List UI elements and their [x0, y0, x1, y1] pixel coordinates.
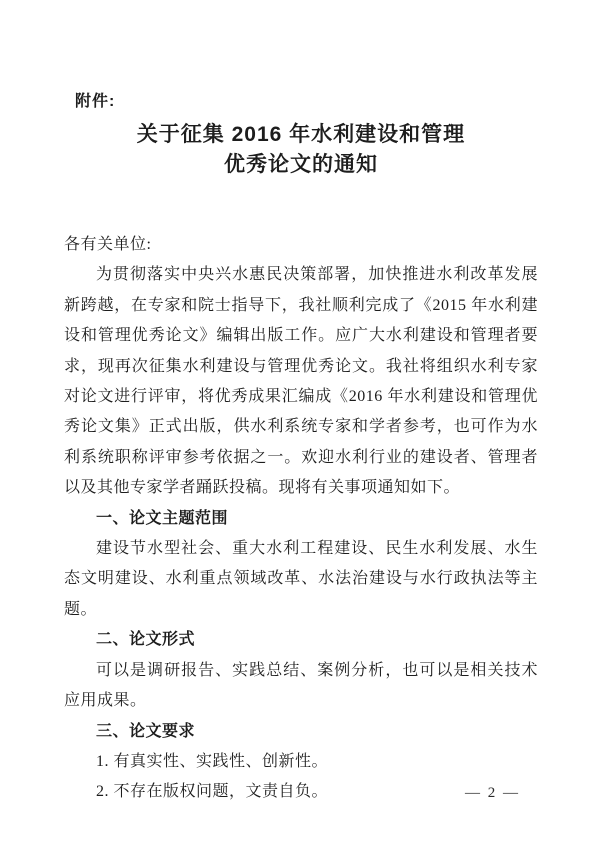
- page-title-line-1: 关于征集 2016 年水利建设和管理: [136, 123, 466, 146]
- salutation: 各有关单位:: [64, 236, 152, 253]
- page-title: [64, 120, 538, 180]
- section-3-item-1: 1. 有真实性、实践性、创新性。: [96, 752, 329, 770]
- page-number: — 2 —: [465, 785, 520, 801]
- section-1-paragraph: 建设节水型社会、重大水利工程建设、民生水利发展、水生态文明建设、水利重点领域改革、水法治建设与水行政执法等主题。: [64, 540, 538, 618]
- section-1-heading: 一、论文主题范围: [96, 509, 229, 527]
- section-3-item-2: 2. 不存在版权问题，文责自负。: [96, 783, 329, 801]
- intro-paragraph: 为贯彻落实中央兴水惠民决策部署，加快推进水利改革发展新跨越，在专家和院士指导下，我社顺利完成了《2015 年水利建设和管理优秀论文》编辑出版工作。应广大水利建设和管理者要求，现再次征集水利建设与管理优秀论文。我社将组织水利专家对论文进行评审，将优秀成果汇编成《2016 年水利建设和管理优秀论文集》正式出版，供水利系统专家和学者参考，也可作为水利系统职称评审参考依据之一。欢迎水利行业的建设者、管理者以及其他专家学者踊跃投稿。现将有关事项通知如下。: [64, 266, 538, 497]
- section-3-heading: 三、论文要求: [96, 722, 196, 740]
- attachment-label: 附件:: [75, 93, 116, 110]
- document-body: [64, 230, 538, 808]
- section-2-paragraph: 可以是调研报告、实践总结、案例分析，也可以是相关技术应用成果。: [64, 661, 538, 710]
- page-title-line-2: 优秀论文的通知: [224, 153, 378, 176]
- section-2-heading: 二、论文形式: [96, 631, 196, 649]
